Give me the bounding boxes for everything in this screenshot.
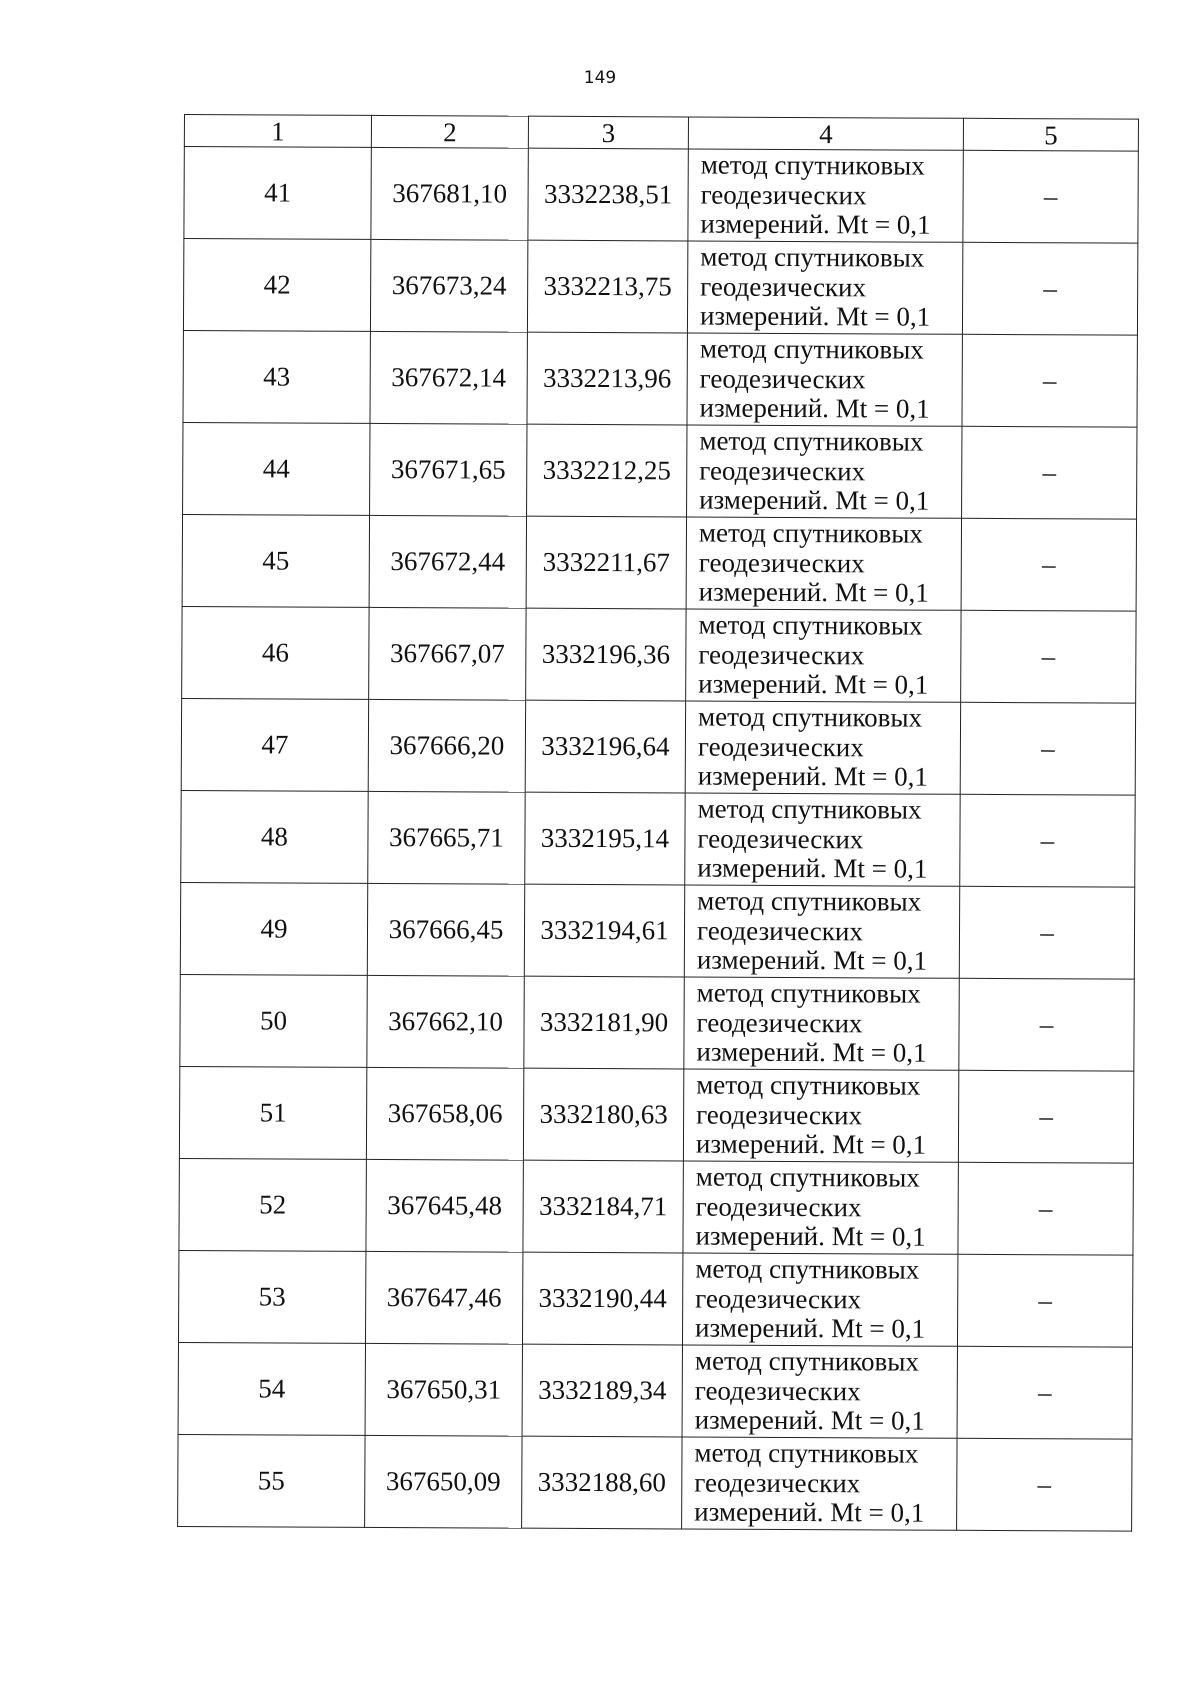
note-cell: –	[957, 1254, 1132, 1347]
y-coordinate-cell: 3332190,44	[522, 1252, 682, 1345]
note-cell: –	[961, 518, 1136, 611]
method-text-line: метод спутниковых	[697, 701, 923, 733]
table-row	[183, 422, 1137, 519]
method-text-line: метод спутниковых	[695, 1161, 920, 1193]
x-coordinate-cell: 367667,07	[369, 607, 526, 700]
method-text-line: геодезических	[699, 455, 866, 487]
method-text-line: геодезических	[694, 1467, 861, 1499]
y-coordinate-cell: 3332211,67	[526, 516, 686, 609]
point-number-cell: 49	[180, 882, 367, 975]
x-coordinate-cell: 367665,71	[368, 791, 525, 884]
note-cell: –	[963, 150, 1138, 243]
table-row	[182, 606, 1136, 703]
method-text-line: метод спутниковых	[695, 1253, 920, 1285]
point-number-cell: 54	[178, 1342, 365, 1435]
x-coordinate-cell: 367673,24	[370, 239, 527, 332]
method-text-line: геодезических	[699, 363, 866, 395]
method-text-line: геодезических	[694, 1375, 861, 1407]
method-cell	[682, 1437, 957, 1530]
method-text-line: метод спутниковых	[694, 1437, 919, 1469]
x-coordinate-cell: 367650,09	[365, 1435, 522, 1528]
method-text-line: метод спутниковых	[697, 793, 922, 825]
x-coordinate-cell: 367672,44	[369, 515, 526, 608]
method-text-line: метод спутниковых	[694, 1345, 919, 1377]
column-header-1: 1	[184, 115, 371, 148]
method-text-line: геодезических	[700, 179, 867, 211]
method-cell	[685, 793, 960, 886]
note-cell: –	[960, 794, 1135, 887]
table-row	[178, 1342, 1132, 1439]
point-number-cell: 41	[184, 147, 371, 240]
point-number-cell: 50	[180, 974, 367, 1067]
method-text-line: измерений. Mt = 0,1	[697, 760, 928, 792]
page-number: 149	[583, 68, 617, 88]
method-text-line: геодезических	[696, 915, 863, 947]
column-header-2: 2	[371, 115, 528, 148]
y-coordinate-cell: 3332196,64	[525, 700, 685, 793]
point-number-cell: 45	[182, 514, 369, 607]
method-text-line: измерений. Mt = 0,1	[694, 1404, 925, 1436]
method-cell	[687, 241, 962, 334]
table-row	[180, 882, 1134, 979]
y-coordinate-cell: 3332238,51	[528, 148, 688, 241]
method-text-line: метод спутниковых	[696, 977, 921, 1009]
point-number-cell: 52	[179, 1158, 366, 1251]
method-text-line: метод спутниковых	[696, 1069, 921, 1101]
method-text-line: метод спутниковых	[698, 609, 923, 641]
method-text-line: геодезических	[697, 731, 864, 763]
method-cell	[686, 609, 961, 702]
table-header-row	[184, 115, 1138, 152]
method-text-line: геодезических	[697, 823, 864, 855]
table-row	[178, 1434, 1132, 1531]
y-coordinate-cell: 3332194,61	[524, 884, 684, 977]
method-text-line: геодезических	[695, 1283, 862, 1315]
table-row	[181, 790, 1135, 887]
x-coordinate-cell: 367645,48	[366, 1159, 523, 1252]
method-text-line: измерений. Mt = 0,1	[698, 668, 929, 700]
table-row	[184, 147, 1138, 244]
y-coordinate-cell: 3332181,90	[524, 976, 684, 1069]
method-cell	[685, 701, 960, 794]
table-row	[179, 1158, 1133, 1255]
y-coordinate-cell: 3332195,14	[525, 792, 685, 885]
note-cell: –	[960, 702, 1135, 795]
method-text-line: метод спутниковых	[699, 333, 924, 365]
x-coordinate-cell: 367672,14	[370, 331, 527, 424]
method-text-line: метод спутниковых	[697, 885, 922, 917]
note-cell: –	[962, 334, 1137, 427]
method-cell	[684, 885, 959, 978]
method-cell	[683, 1069, 958, 1162]
method-text-line: метод спутниковых	[700, 149, 925, 181]
method-text-line: измерений. Mt = 0,1	[699, 392, 930, 424]
point-number-cell: 47	[181, 698, 368, 791]
method-text-line: геодезических	[698, 639, 865, 671]
table-row	[178, 1250, 1132, 1347]
method-cell	[682, 1253, 957, 1346]
method-text-line: геодезических	[700, 271, 867, 303]
column-header-4: 4	[688, 117, 963, 150]
x-coordinate-cell: 367662,10	[367, 975, 524, 1068]
point-number-cell: 55	[178, 1434, 365, 1527]
table-row	[179, 1066, 1133, 1163]
y-coordinate-cell: 3332213,96	[527, 332, 687, 425]
method-text-line: измерений. Mt = 0,1	[696, 944, 928, 976]
method-text-line: измерений. Mt = 0,1	[695, 1220, 926, 1252]
method-text-line: измерений. Mt = 0,1	[697, 852, 928, 884]
x-coordinate-cell: 367681,10	[371, 147, 528, 240]
y-coordinate-cell: 3332189,34	[522, 1344, 682, 1437]
table-row	[183, 239, 1137, 336]
method-text-line: геодезических	[698, 547, 865, 579]
note-cell: –	[962, 426, 1137, 519]
point-number-cell: 46	[182, 606, 369, 699]
note-cell: –	[961, 610, 1136, 703]
note-cell: –	[958, 1162, 1133, 1255]
method-cell	[688, 149, 963, 242]
table-row	[182, 514, 1136, 611]
method-text-line: измерений. Mt = 0,1	[695, 1128, 927, 1160]
note-cell: –	[957, 1346, 1132, 1439]
method-text-line: геодезических	[695, 1191, 862, 1223]
table-row	[181, 698, 1135, 795]
method-text-line: геодезических	[696, 1099, 863, 1131]
method-text-line: измерений. Mt = 0,1	[700, 208, 931, 240]
y-coordinate-cell: 3332188,60	[522, 1436, 682, 1529]
coordinates-table	[177, 114, 1139, 1532]
point-number-cell: 53	[178, 1250, 365, 1343]
note-cell: –	[958, 1070, 1133, 1163]
table-row	[183, 330, 1137, 427]
y-coordinate-cell: 3332196,36	[526, 608, 686, 701]
method-text-line: метод спутниковых	[699, 425, 924, 457]
note-cell: –	[959, 886, 1134, 979]
x-coordinate-cell: 367647,46	[365, 1251, 522, 1344]
method-text-line: измерений. Mt = 0,1	[699, 300, 931, 332]
point-number-cell: 51	[179, 1066, 366, 1159]
column-header-5: 5	[963, 118, 1138, 151]
note-cell: –	[962, 242, 1137, 335]
point-number-cell: 44	[183, 422, 370, 515]
y-coordinate-cell: 3332213,75	[527, 240, 687, 333]
y-coordinate-cell: 3332180,63	[523, 1068, 683, 1161]
method-text-line: метод спутниковых	[698, 517, 924, 549]
note-cell: –	[959, 978, 1134, 1071]
method-text-line: метод спутниковых	[700, 241, 925, 273]
method-cell	[687, 333, 962, 426]
method-text-line: измерений. Mt = 0,1	[695, 1312, 926, 1344]
x-coordinate-cell: 367671,65	[370, 423, 527, 516]
y-coordinate-cell: 3332212,25	[527, 424, 687, 517]
method-cell	[682, 1345, 957, 1438]
method-cell	[687, 425, 962, 518]
method-text-line: измерений. Mt = 0,1	[696, 1036, 927, 1068]
method-text-line: измерений. Mt = 0,1	[699, 484, 930, 516]
y-coordinate-cell: 3332184,71	[523, 1160, 683, 1253]
method-text-line: измерений. Mt = 0,1	[698, 576, 929, 608]
method-cell	[684, 977, 959, 1070]
x-coordinate-cell: 367666,45	[367, 883, 524, 976]
method-cell	[686, 517, 961, 610]
x-coordinate-cell: 367650,31	[365, 1343, 522, 1436]
method-cell	[683, 1161, 958, 1254]
method-text-line: геодезических	[696, 1007, 863, 1039]
point-number-cell: 48	[181, 790, 368, 883]
point-number-cell: 42	[183, 239, 370, 332]
x-coordinate-cell: 367658,06	[366, 1067, 523, 1160]
point-number-cell: 43	[183, 330, 370, 423]
column-header-3: 3	[528, 116, 688, 149]
x-coordinate-cell: 367666,20	[368, 699, 525, 792]
table-row	[180, 974, 1134, 1071]
method-text-line: измерений. Mt = 0,1	[694, 1496, 925, 1528]
note-cell: –	[957, 1438, 1132, 1531]
